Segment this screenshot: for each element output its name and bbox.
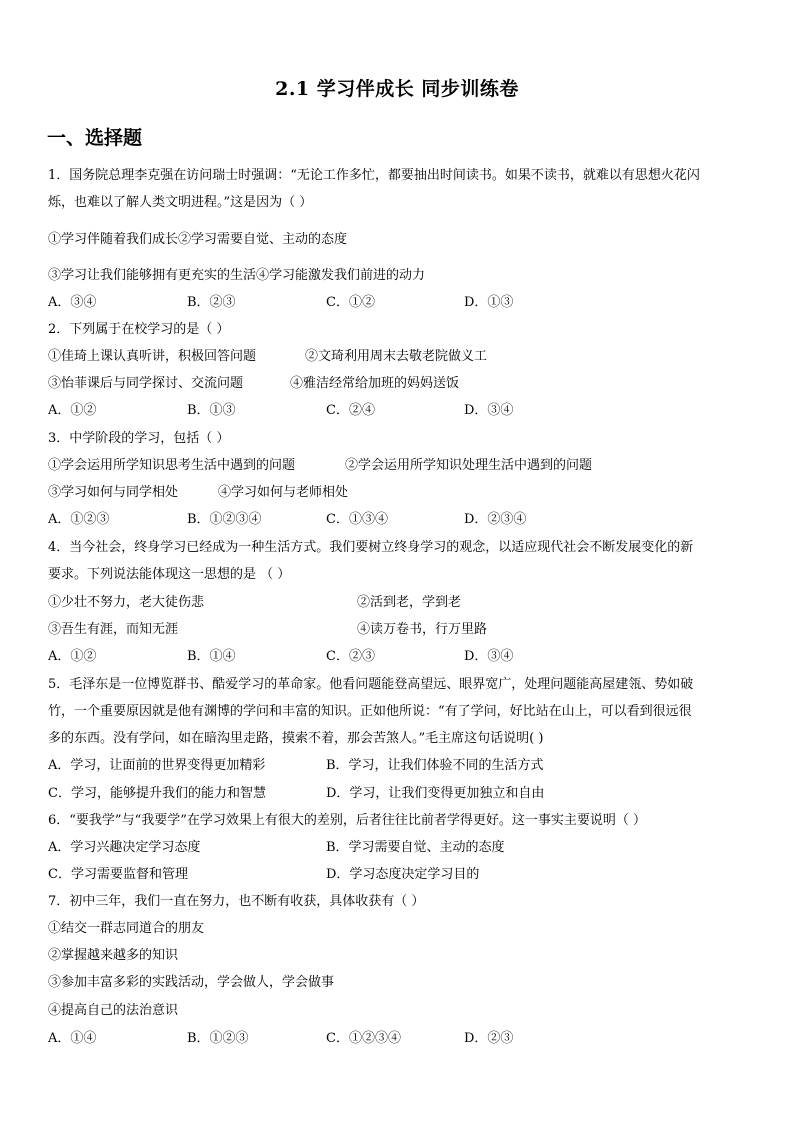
q7-option-b[interactable]: B．①②③ bbox=[187, 1031, 249, 1046]
q7-option-a[interactable]: A．①④ bbox=[48, 1031, 97, 1046]
q5-option-c[interactable]: C．学习，能够提升我们的能力和智慧 bbox=[48, 786, 266, 801]
q3-option-c[interactable]: C．①③④ bbox=[326, 512, 388, 527]
q4-stem-line2: 要求。下列说法能体现这一思想的是 （ ） bbox=[48, 567, 291, 582]
q2-statement-4: ④雅洁经常给加班的妈妈送饭 bbox=[290, 376, 460, 391]
q5-option-a[interactable]: A．学习，让面前的世界变得更加精彩 bbox=[48, 758, 266, 773]
q1-stem-line1: 1．国务院总理李克强在访问瑞士时强调：“无论工作多忙，都要抽出时间读书。如果不读书，就难以有思想火花闪 bbox=[48, 168, 700, 183]
q4-option-b[interactable]: B．①④ bbox=[187, 649, 236, 664]
q7-statement-4: ④提高自己的法治意识 bbox=[48, 1003, 179, 1018]
q2-option-a[interactable]: A．①② bbox=[48, 403, 97, 418]
q1-option-d[interactable]: D．①③ bbox=[464, 295, 514, 310]
q4-option-d[interactable]: D．③④ bbox=[464, 649, 514, 664]
q2-option-d[interactable]: D．③④ bbox=[464, 403, 514, 418]
q4-option-a[interactable]: A．①② bbox=[48, 649, 97, 664]
q3-option-d[interactable]: D．②③④ bbox=[464, 512, 527, 527]
section-heading: 一、选择题 bbox=[47, 127, 143, 149]
q1-option-b[interactable]: B．②③ bbox=[187, 295, 236, 310]
q7-stem: 7．初中三年，我们一直在努力，也不断有收获，具体收获有（ ） bbox=[48, 894, 425, 909]
q3-statement-3: ③学习如何与同学相处 bbox=[48, 485, 179, 500]
q3-statement-1: ①学会运用所学知识思考生活中遇到的问题 bbox=[48, 458, 296, 473]
q6-option-b[interactable]: B．学习需要自觉、主动的态度 bbox=[326, 840, 505, 855]
q2-stem: 2．下列属于在校学习的是（ ） bbox=[48, 322, 230, 337]
q2-statement-1: ①佳琦上课认真听讲，积极回答问题 bbox=[48, 349, 257, 364]
q2-option-c[interactable]: C．②④ bbox=[326, 403, 375, 418]
q3-stem: 3．中学阶段的学习，包括（ ） bbox=[48, 431, 230, 446]
q7-statement-2: ②掌握越来越多的知识 bbox=[48, 948, 179, 963]
q7-option-d[interactable]: D．②③ bbox=[464, 1031, 514, 1046]
q4-statement-1: ①少壮不努力，老大徒伤悲 bbox=[48, 595, 205, 610]
q1-stem-line2: 烁，也难以了解人类文明进程。”这是因为（ ） bbox=[48, 195, 313, 210]
q3-statement-2: ②学会运用所学知识处理生活中遇到的问题 bbox=[345, 458, 593, 473]
q1-option-a[interactable]: A．③④ bbox=[48, 295, 97, 310]
q3-statement-4: ④学习如何与老师相处 bbox=[218, 485, 349, 500]
q5-stem-line1: 5．毛泽东是一位博览群书、酷爱学习的革命家。他看问题能登高望远、眼界宽广，处理问题能高屋建瓴、势如破 bbox=[48, 677, 694, 692]
q2-option-b[interactable]: B．①③ bbox=[187, 403, 236, 418]
q5-stem-line2: 竹，一个重要原因就是他有渊博的学问和丰富的知识。正如他所说：“有了学问，好比站在山上，可以看到很远很 bbox=[48, 704, 692, 719]
q5-option-d[interactable]: D．学习，让我们变得更加独立和自由 bbox=[326, 786, 545, 801]
q6-option-c[interactable]: C．学习需要监督和管理 bbox=[48, 867, 188, 882]
q2-statement-2: ②文琦利用周末去敬老院做义工 bbox=[305, 349, 488, 364]
q7-option-c[interactable]: C．①②③④ bbox=[326, 1031, 401, 1046]
q1-option-c[interactable]: C．①② bbox=[326, 295, 375, 310]
q3-option-b[interactable]: B．①②③④ bbox=[187, 512, 262, 527]
q6-option-d[interactable]: D．学习态度决定学习目的 bbox=[326, 867, 480, 882]
q5-option-b[interactable]: B．学习，让我们体验不同的生活方式 bbox=[326, 758, 544, 773]
q4-statement-3: ③吾生有涯，而知无涯 bbox=[48, 622, 179, 637]
q4-stem-line1: 4．当今社会，终身学习已经成为一种生活方式。我们要树立终身学习的观念，以适应现代社会不断发展变化的新 bbox=[48, 540, 694, 555]
q7-statement-1: ①结交一群志同道合的朋友 bbox=[48, 921, 205, 936]
q5-stem-line3: 多的东西。没有学问，如在暗沟里走路，摸索不着，那会苦煞人。”毛主席这句话说明( ) bbox=[48, 731, 544, 746]
q1-statement-1: ①学习伴随着我们成长②学习需要自觉、主动的态度 bbox=[48, 232, 348, 247]
document-title: 2.1 学习伴成长 同步训练卷 bbox=[275, 78, 519, 100]
q2-statement-3: ③怡菲课后与同学探讨、交流问题 bbox=[48, 376, 244, 391]
q4-option-c[interactable]: C．②③ bbox=[326, 649, 375, 664]
q3-option-a[interactable]: A．①②③ bbox=[48, 512, 110, 527]
q7-statement-3: ③参加丰富多彩的实践活动，学会做人，学会做事 bbox=[48, 975, 335, 990]
q4-statement-2: ②活到老，学到老 bbox=[357, 595, 462, 610]
q6-option-a[interactable]: A．学习兴趣决定学习态度 bbox=[48, 840, 201, 855]
q6-stem: 6．“要我学”与“我要学”在学习效果上有很大的差别，后者往往比前者学得更好。这一事实主要说明（ ） bbox=[48, 813, 646, 828]
q4-statement-4: ④读万卷书，行万里路 bbox=[357, 622, 488, 637]
q1-statement-2: ③学习让我们能够拥有更充实的生活④学习能激发我们前进的动力 bbox=[48, 268, 426, 283]
